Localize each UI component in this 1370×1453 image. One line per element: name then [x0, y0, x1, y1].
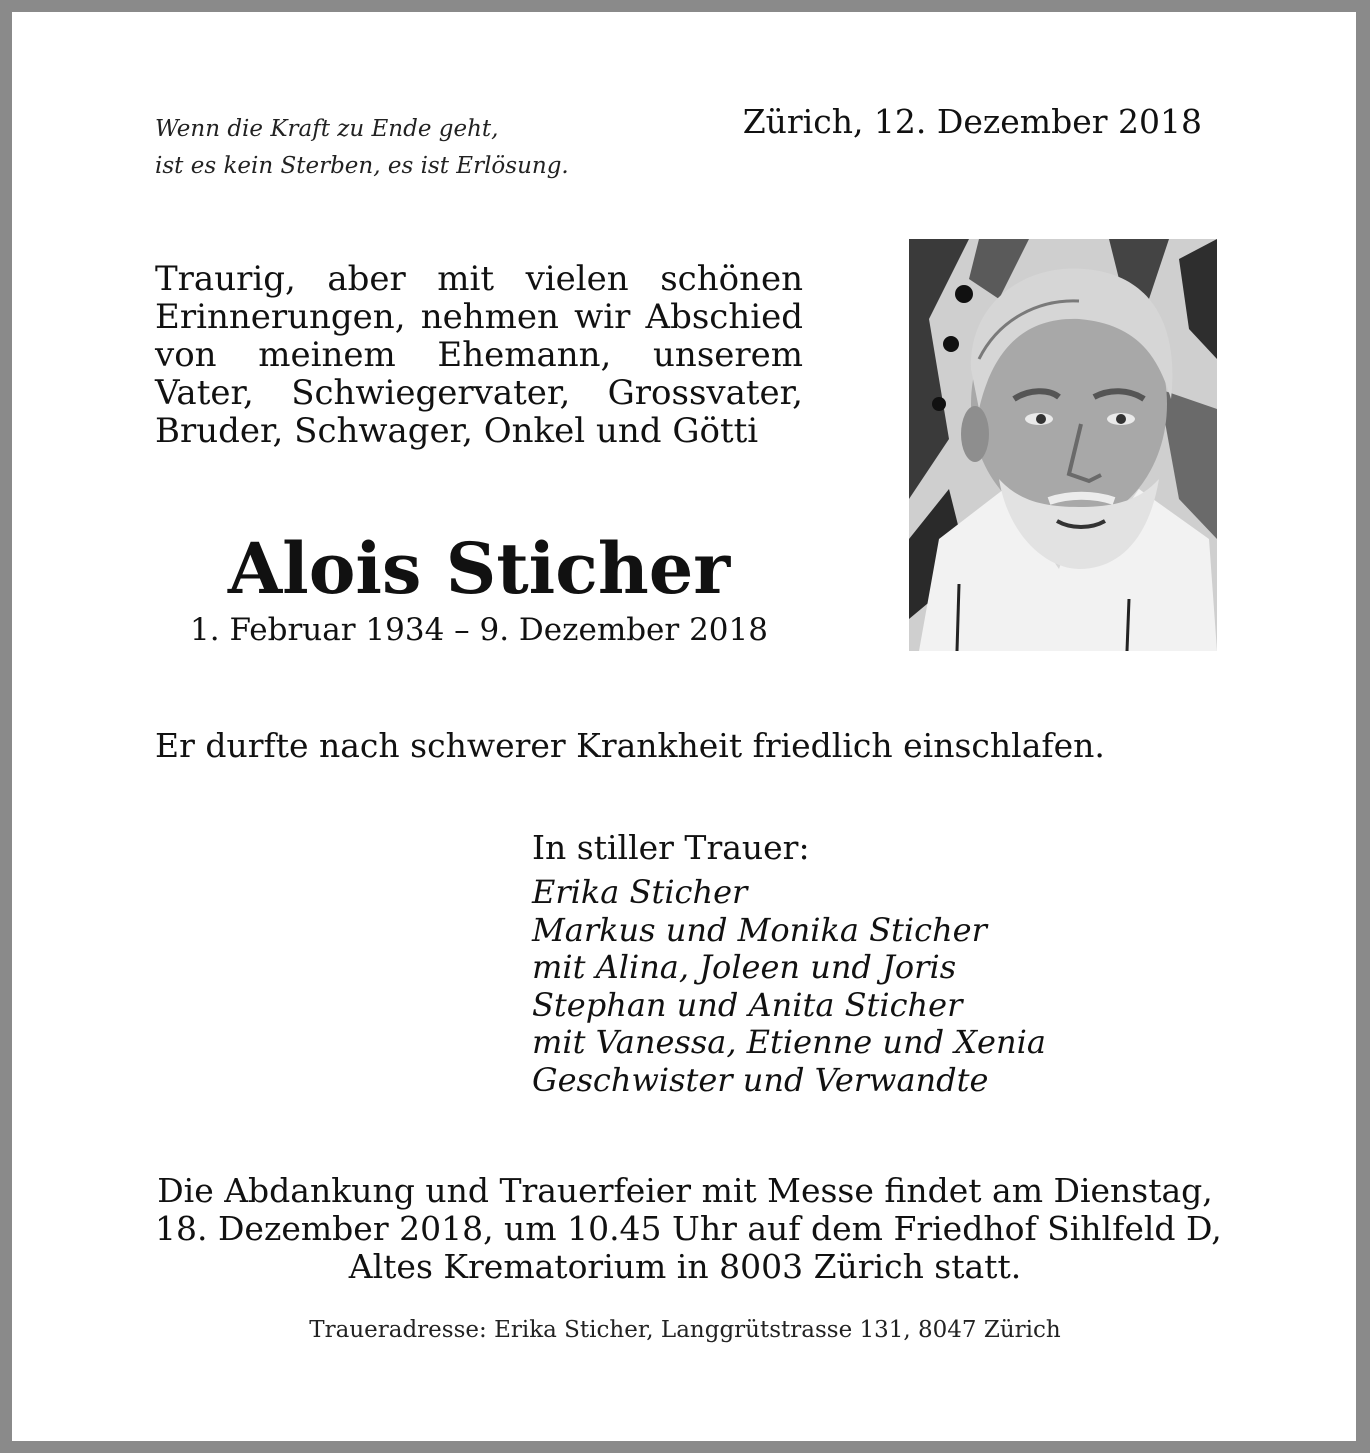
- mourners-heading: In stiller Trauer:: [532, 828, 810, 867]
- mourner-entry: mit Vanessa, Etienne und Xenia: [532, 1023, 1046, 1061]
- obituary-page: [12, 12, 1356, 1441]
- life-dates: 1. Februar 1934 – 9. Dezember 2018: [190, 612, 768, 648]
- ceremony-line: 18. Dezember 2018, um 10.45 Uhr auf dem Friedhof Sihlfeld D,: [155, 1209, 1222, 1248]
- motto-line: Wenn die Kraft zu Ende geht,: [155, 116, 499, 142]
- mourner-entry: Geschwister und Verwandte: [532, 1060, 989, 1099]
- ceremony-info: [155, 1171, 1222, 1286]
- mourners-list: [532, 874, 1046, 1099]
- mourning-address: Traueradresse: Erika Sticher, Langgrütstrasse 131, 8047 Zürich: [309, 1317, 1061, 1343]
- mourner-entry: mit Alina, Joleen und Joris: [532, 948, 957, 986]
- mourner-entry: Stephan und Anita Sticher: [532, 985, 963, 1024]
- ceremony-line: Altes Krematorium in 8003 Zürich statt.: [348, 1247, 1022, 1286]
- ceremony-line: Die Abdankung und Trauerfeier mit Messe findet am Dienstag,: [157, 1171, 1213, 1210]
- intro-text: Traurig, aber mit vielen schönen Erinnerungen, nehmen wir Abschied von meinem Ehemann, unserem Vater, Schwiegervater, Grossvater, Bruder, Schwager, Onkel und Götti: [155, 259, 803, 451]
- mourner-entry: Markus und Monika Sticher: [532, 910, 987, 949]
- mourner-entry: Erika Sticher: [532, 873, 748, 911]
- place-date: Zürich, 12. Dezember 2018: [742, 102, 1202, 141]
- motto-line: ist es kein Sterben, es ist Erlösung.: [155, 153, 569, 179]
- portrait-illustration: [909, 239, 1217, 651]
- deceased-name: Alois Sticher: [227, 527, 731, 610]
- farewell-text: Er durfte nach schwerer Krankheit friedlich einschlafen.: [155, 726, 1105, 765]
- motto-quote: [155, 111, 569, 185]
- portrait-photo: [909, 239, 1217, 651]
